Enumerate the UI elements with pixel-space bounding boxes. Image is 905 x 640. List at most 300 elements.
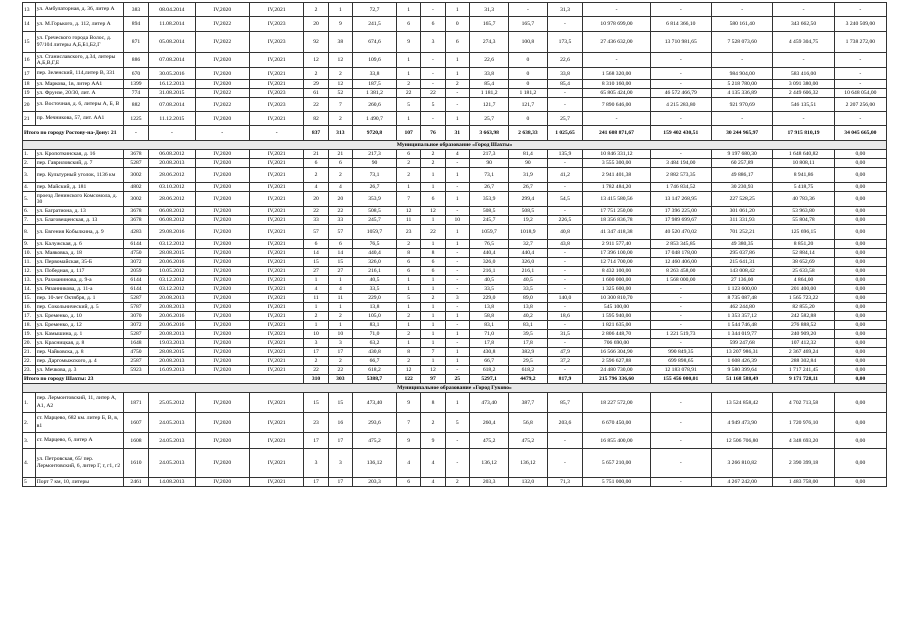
- table-cell: 54,5: [547, 192, 583, 207]
- table-cell: 1: [328, 276, 352, 285]
- table-cell: ул. Евгения Кобылкина, д. 9: [35, 225, 123, 240]
- table-cell: 16.: [23, 303, 36, 312]
- table-cell: 7: [397, 413, 421, 433]
- table-cell: 1: [445, 312, 469, 321]
- table-cell: 8: [397, 249, 421, 258]
- table-cell: 1: [397, 183, 421, 192]
- table-cell: IV,2021: [249, 294, 303, 303]
- table-cell: IV,2021: [249, 267, 303, 276]
- table-cell: ул. Маяковка, д. 18: [35, 249, 123, 258]
- total-cell: 303: [328, 375, 352, 384]
- table-cell: ул. Еременко, д. 12: [35, 321, 123, 330]
- table-cell: 2 367 469,24: [773, 348, 834, 357]
- table-cell: 18.: [23, 321, 36, 330]
- table-cell: 1: [397, 53, 421, 68]
- table-cell: 0,00: [834, 413, 886, 433]
- table-cell: 7: [328, 98, 352, 112]
- table-row: [23, 312, 887, 321]
- table-cell: 140,0: [547, 294, 583, 303]
- table-cell: 1 821 635,00: [583, 321, 650, 330]
- table-cell: -: [773, 112, 834, 126]
- table-cell: 7.: [23, 216, 36, 225]
- table-cell: -: [834, 112, 886, 126]
- table-cell: 0,00: [834, 330, 886, 339]
- table-cell: 125 696,15: [773, 225, 834, 240]
- table-cell: 326,0: [469, 258, 508, 267]
- table-cell: -: [650, 285, 711, 294]
- table-cell: 9: [328, 17, 352, 32]
- table-cell: 20.06.2016: [149, 258, 195, 267]
- table-cell: ул. Камышина, д. 1: [35, 330, 123, 339]
- table-cell: 5287: [123, 159, 148, 168]
- table-cell: -: [650, 80, 711, 89]
- table-cell: 508,5: [509, 207, 547, 216]
- table-cell: 1 608 426,39: [711, 357, 772, 366]
- table-cell: 20.08.2013: [149, 303, 195, 312]
- table-cell: 618,2: [469, 366, 508, 375]
- table-cell: 1: [328, 303, 352, 312]
- table-cell: 260,6: [353, 98, 397, 112]
- table-cell: 2: [304, 68, 328, 80]
- table-cell: 326,0: [353, 258, 397, 267]
- table-cell: 1: [421, 321, 445, 330]
- table-cell: 13 147 268,95: [650, 192, 711, 207]
- table-cell: 274,3: [469, 32, 508, 53]
- table-row: [23, 276, 887, 285]
- table-cell: 1 344 019,77: [711, 330, 772, 339]
- table-cell: 3678: [123, 150, 148, 159]
- table-cell: IV,2020: [195, 330, 249, 339]
- table-cell: 2 596 627,88: [583, 357, 650, 366]
- table-cell: 618,2: [509, 366, 547, 375]
- total-cell: 76: [421, 126, 445, 141]
- table-cell: 12: [421, 207, 445, 216]
- table-cell: 16 855 400,00: [583, 433, 650, 449]
- table-cell: 61: [304, 89, 328, 98]
- table-cell: 107 412,32: [773, 339, 834, 348]
- table-cell: 27: [304, 267, 328, 276]
- table-cell: 26,7: [469, 183, 508, 192]
- table-cell: 08.04.2014: [149, 3, 195, 17]
- table-cell: 1: [421, 312, 445, 321]
- table-cell: 23: [397, 225, 421, 240]
- table-cell: 0: [445, 17, 469, 32]
- housing-resettlement-table-sheet: [22, 2, 887, 487]
- table-cell: 40 783,36: [773, 192, 834, 207]
- table-cell: 14.08.2013: [149, 478, 195, 487]
- table-cell: IV,2021: [249, 433, 303, 449]
- table-cell: 12: [397, 207, 421, 216]
- table-cell: 03.12.2012: [149, 276, 195, 285]
- table-cell: IV,2021: [249, 68, 303, 80]
- table-cell: 8: [421, 249, 445, 258]
- table-row: [23, 80, 887, 89]
- table-cell: ул. Первомайская, 35-Б: [35, 258, 123, 267]
- table-cell: IV,2020: [195, 192, 249, 207]
- table-cell: 3: [304, 339, 328, 348]
- table-cell: 33: [328, 216, 352, 225]
- table-cell: 1.: [23, 150, 36, 159]
- table-cell: -: [711, 53, 772, 68]
- table-cell: 65 805 424,00: [583, 89, 650, 98]
- table-cell: -: [650, 413, 711, 433]
- table-cell: IV,2020: [195, 312, 249, 321]
- table-row: [23, 267, 887, 276]
- table-cell: -: [650, 478, 711, 487]
- table-cell: IV,2020: [195, 267, 249, 276]
- table-cell: 13 415 580,56: [583, 192, 650, 207]
- table-cell: 11: [328, 294, 352, 303]
- table-cell: 383: [123, 3, 148, 17]
- table-cell: -: [650, 294, 711, 303]
- table-cell: 27 136,00: [711, 276, 772, 285]
- table-cell: ул. Маркова, 1в, литер АА1: [35, 80, 123, 89]
- table-cell: 1: [421, 183, 445, 192]
- table-cell: ул. Кропоткинская, д. 16: [35, 150, 123, 159]
- table-cell: 19.: [23, 330, 36, 339]
- table-cell: 1 544 746,48: [711, 321, 772, 330]
- table-cell: 203,3: [353, 478, 397, 487]
- table-cell: 37,2: [547, 357, 583, 366]
- table-cell: ул. Калужская, д. 6: [35, 240, 123, 249]
- table-cell: 1: [397, 112, 421, 126]
- table-cell: 23.: [23, 366, 36, 375]
- table-cell: 100,8: [509, 32, 547, 53]
- table-cell: IV,2021: [249, 449, 303, 478]
- table-row: [23, 159, 887, 168]
- table-cell: 5: [397, 294, 421, 303]
- table-cell: 16: [23, 53, 36, 68]
- total-cell: 25: [445, 375, 469, 384]
- table-cell: 17 751 250,00: [583, 207, 650, 216]
- table-cell: пер. Чайковска, д. 8: [35, 348, 123, 357]
- table-cell: 33,5: [469, 285, 508, 294]
- table-cell: 8 432 100,00: [583, 267, 650, 276]
- table-cell: 462 244,80: [711, 303, 772, 312]
- table-cell: 173,5: [547, 32, 583, 53]
- table-cell: 0,00: [834, 258, 886, 267]
- table-cell: 76,5: [469, 240, 508, 249]
- table-cell: 10 648 054,00: [834, 89, 886, 98]
- table-cell: 27: [328, 267, 352, 276]
- table-cell: -: [547, 449, 583, 478]
- table-cell: -: [547, 303, 583, 312]
- table-cell: 4 702 713,58: [773, 393, 834, 413]
- table-cell: 17: [328, 478, 352, 487]
- table-cell: 5: [23, 478, 36, 487]
- table-row: [23, 449, 887, 478]
- table-cell: ул. М.Горького, д. 112, литер А: [35, 17, 123, 32]
- table-cell: 1: [445, 225, 469, 240]
- table-cell: 17: [328, 433, 352, 449]
- table-cell: 2 207 256,00: [834, 98, 886, 112]
- table-cell: 1607: [123, 413, 148, 433]
- table-cell: пер. Лермонтовский, 11, литер А, А1, А2: [35, 393, 123, 413]
- table-cell: 1: [445, 168, 469, 183]
- table-cell: -: [583, 53, 650, 68]
- table-cell: -: [650, 312, 711, 321]
- table-cell: IV,2021: [249, 249, 303, 258]
- table-cell: 0,00: [834, 240, 886, 249]
- table-cell: IV,2020: [195, 150, 249, 159]
- table-cell: 508,5: [469, 207, 508, 216]
- table-cell: 3: [445, 294, 469, 303]
- table-cell: 15: [23, 32, 36, 53]
- table-cell: IV,2021: [249, 112, 303, 126]
- table-cell: 4 949 473,90: [711, 413, 772, 433]
- table-cell: 11: [304, 294, 328, 303]
- table-row: [23, 339, 887, 348]
- table-cell: 882: [123, 98, 148, 112]
- table-cell: IV,2020: [195, 303, 249, 312]
- table-cell: 353,9: [353, 192, 397, 207]
- table-cell: -: [421, 68, 445, 80]
- table-cell: IV,2021: [249, 478, 303, 487]
- table-cell: 90: [509, 159, 547, 168]
- total-cell: 5388,7: [353, 375, 397, 384]
- table-cell: пер. Даргомыжского, д. 4: [35, 357, 123, 366]
- table-cell: ул. Красницкая, д. 8: [35, 339, 123, 348]
- table-cell: IV,2021: [249, 339, 303, 348]
- table-cell: 1: [421, 339, 445, 348]
- table-cell: 3.: [23, 433, 36, 449]
- table-cell: 16.12.2013: [149, 80, 195, 89]
- total-row: [23, 126, 887, 141]
- table-cell: 13 207 986,31: [711, 348, 772, 357]
- table-cell: IV,2021: [249, 216, 303, 225]
- table-row: [23, 150, 887, 159]
- table-cell: 3002: [123, 192, 148, 207]
- table-cell: 4: [421, 478, 445, 487]
- total-cell: 107: [397, 126, 421, 141]
- table-row: [23, 240, 887, 249]
- table-cell: IV,2021: [249, 312, 303, 321]
- table-cell: 6144: [123, 276, 148, 285]
- total-cell: 1 025,65: [547, 126, 583, 141]
- table-cell: ул. Греческого города Волос, д. 97/104 литеры А,Б,Б1,Б2,Г: [35, 32, 123, 53]
- table-cell: 6: [397, 17, 421, 32]
- table-cell: IV,2020: [195, 339, 249, 348]
- total-cell: 2 638,33: [509, 126, 547, 141]
- table-cell: 18,6: [547, 312, 583, 321]
- table-cell: 4: [445, 150, 469, 159]
- table-cell: 288 302,84: [773, 357, 834, 366]
- table-cell: 49 886,17: [711, 168, 772, 183]
- table-cell: 2: [328, 357, 352, 366]
- table-cell: 1059,7: [353, 225, 397, 240]
- table-cell: 2 390 399,18: [773, 449, 834, 478]
- table-cell: 20.06.2016: [149, 321, 195, 330]
- table-cell: IV,2020: [195, 357, 249, 366]
- table-cell: 31.08.2015: [149, 89, 195, 98]
- table-cell: -: [421, 3, 445, 17]
- table-cell: пер. Гавриловский, д. 7: [35, 159, 123, 168]
- table-cell: 2: [304, 168, 328, 183]
- table-cell: IV,2020: [195, 478, 249, 487]
- table-cell: 6: [304, 240, 328, 249]
- table-cell: 1399: [123, 80, 148, 89]
- table-cell: 6: [421, 192, 445, 207]
- table-cell: 1648: [123, 339, 148, 348]
- table-cell: IV,2021: [249, 285, 303, 294]
- table-cell: 0,00: [834, 366, 886, 375]
- table-cell: 22,6: [547, 53, 583, 68]
- table-cell: 27 436 632,00: [583, 32, 650, 53]
- table-cell: 6: [397, 478, 421, 487]
- table-cell: 0,00: [834, 207, 886, 216]
- table-row: [23, 357, 887, 366]
- table-cell: 2: [397, 357, 421, 366]
- table-cell: 11.12.2015: [149, 112, 195, 126]
- table-cell: IV,2020: [195, 433, 249, 449]
- table-cell: 12: [328, 80, 352, 89]
- table-cell: 8 310 160,00: [583, 80, 650, 89]
- table-cell: 1.: [23, 393, 36, 413]
- table-cell: IV,2021: [249, 330, 303, 339]
- table-cell: 22.: [23, 357, 36, 366]
- table-cell: -: [650, 150, 711, 159]
- table-cell: 143 008,42: [711, 267, 772, 276]
- table-cell: 33,5: [353, 285, 397, 294]
- table-cell: 1: [421, 276, 445, 285]
- table-cell: 165,7: [509, 17, 547, 32]
- total-cell: 837: [304, 126, 328, 141]
- table-cell: 5 418,75: [773, 183, 834, 192]
- table-cell: 4 135 336,89: [711, 89, 772, 98]
- table-cell: 38: [328, 32, 352, 53]
- table-cell: 216,1: [353, 267, 397, 276]
- table-cell: 76,5: [353, 240, 397, 249]
- table-cell: 20: [304, 192, 328, 207]
- table-row: [23, 249, 887, 258]
- table-cell: 17: [23, 68, 36, 80]
- table-cell: IV,2021: [249, 366, 303, 375]
- table-cell: 2: [304, 357, 328, 366]
- table-cell: 1059,7: [469, 225, 508, 240]
- table-cell: 85,4: [547, 80, 583, 89]
- table-cell: 4.: [23, 183, 36, 192]
- table-cell: -: [650, 303, 711, 312]
- table-cell: IV,2021: [249, 357, 303, 366]
- table-cell: 5: [445, 413, 469, 433]
- table-cell: 0: [509, 112, 547, 126]
- table-cell: ул. Рахманинова, д. 9-а: [35, 276, 123, 285]
- table-cell: 4750: [123, 249, 148, 258]
- table-cell: ул. Победная, д. 117: [35, 267, 123, 276]
- table-cell: -: [445, 285, 469, 294]
- table-cell: 29: [304, 80, 328, 89]
- table-cell: 17: [304, 478, 328, 487]
- table-cell: 12: [397, 366, 421, 375]
- table-cell: 301 061,20: [711, 207, 772, 216]
- table-cell: 83,1: [509, 321, 547, 330]
- table-cell: 31,9: [509, 168, 547, 183]
- table-cell: 0,00: [834, 433, 886, 449]
- table-cell: 1: [445, 240, 469, 249]
- table-cell: 83,1: [353, 321, 397, 330]
- table-cell: 22: [328, 207, 352, 216]
- table-cell: 0,00: [834, 225, 886, 240]
- table-cell: 2: [397, 240, 421, 249]
- table-cell: 8 851,20: [773, 240, 834, 249]
- table-cell: пер. 10-лет Октября, д. 1: [35, 294, 123, 303]
- total-cell: 3 663,98: [469, 126, 508, 141]
- table-cell: 1 565 723,22: [773, 294, 834, 303]
- table-cell: 1: [445, 3, 469, 17]
- table-cell: 17 989 699,67: [650, 216, 711, 225]
- table-cell: 580 161,40: [711, 17, 772, 32]
- table-cell: -: [445, 258, 469, 267]
- table-cell: 1 568 320,00: [583, 68, 650, 80]
- table-cell: 241,5: [353, 17, 397, 32]
- table-cell: 40,2: [509, 312, 547, 321]
- table-cell: 18 356 836,78: [583, 216, 650, 225]
- table-cell: -: [547, 276, 583, 285]
- table-cell: 8: [397, 348, 421, 357]
- table-cell: 90: [353, 159, 397, 168]
- table-cell: 15: [328, 258, 352, 267]
- table-cell: 3678: [123, 207, 148, 216]
- table-cell: 28.06.2012: [149, 168, 195, 183]
- table-cell: IV,2020: [195, 348, 249, 357]
- section-header-row: [23, 141, 887, 150]
- table-cell: -: [650, 449, 711, 478]
- table-cell: 136,12: [353, 449, 397, 478]
- table-cell: 71,3: [547, 478, 583, 487]
- table-cell: 10 808,11: [773, 159, 834, 168]
- table-cell: 21: [304, 150, 328, 159]
- table-row: [23, 183, 887, 192]
- table-cell: 10.05.2012: [149, 267, 195, 276]
- table-cell: 1: [328, 3, 352, 17]
- table-cell: 90: [469, 159, 508, 168]
- table-cell: 71,0: [353, 330, 397, 339]
- table-cell: 38 652,69: [773, 258, 834, 267]
- table-cell: 13,8: [353, 303, 397, 312]
- table-cell: IV,2021: [249, 348, 303, 357]
- table-row: [23, 330, 887, 339]
- table-cell: -: [834, 3, 886, 17]
- table-cell: ул. Фрунзе, 20/30, лит. А: [35, 89, 123, 98]
- table-cell: -: [421, 80, 445, 89]
- table-cell: 85,4: [469, 80, 508, 89]
- table-cell: 0,00: [834, 285, 886, 294]
- table-cell: 473,40: [469, 393, 508, 413]
- table-cell: 1: [421, 357, 445, 366]
- table-cell: 58,8: [469, 312, 508, 321]
- table-cell: 4 459 304,75: [773, 32, 834, 53]
- total-cell: 9 171 728,11: [773, 375, 834, 384]
- table-cell: 430,8: [469, 348, 508, 357]
- table-cell: -: [445, 276, 469, 285]
- table-cell: 40,5: [469, 276, 508, 285]
- table-cell: 1: [397, 321, 421, 330]
- table-cell: 203,6: [547, 413, 583, 433]
- table-cell: 2 911 577,40: [583, 240, 650, 249]
- table-cell: 0,00: [834, 478, 886, 487]
- table-cell: -: [650, 53, 711, 68]
- table-cell: 40,5: [353, 276, 397, 285]
- table-cell: ул. Восточная, д. 6, литеры А, Б, В: [35, 98, 123, 112]
- table-cell: 13.: [23, 276, 36, 285]
- table-cell: 1 717 241,45: [773, 366, 834, 375]
- table-cell: -: [650, 112, 711, 126]
- table-cell: 1: [397, 339, 421, 348]
- table-cell: 49 380,35: [711, 240, 772, 249]
- table-cell: 1 568 000,00: [650, 276, 711, 285]
- table-cell: 73,1: [353, 168, 397, 183]
- table-cell: 9 197 680,30: [711, 150, 772, 159]
